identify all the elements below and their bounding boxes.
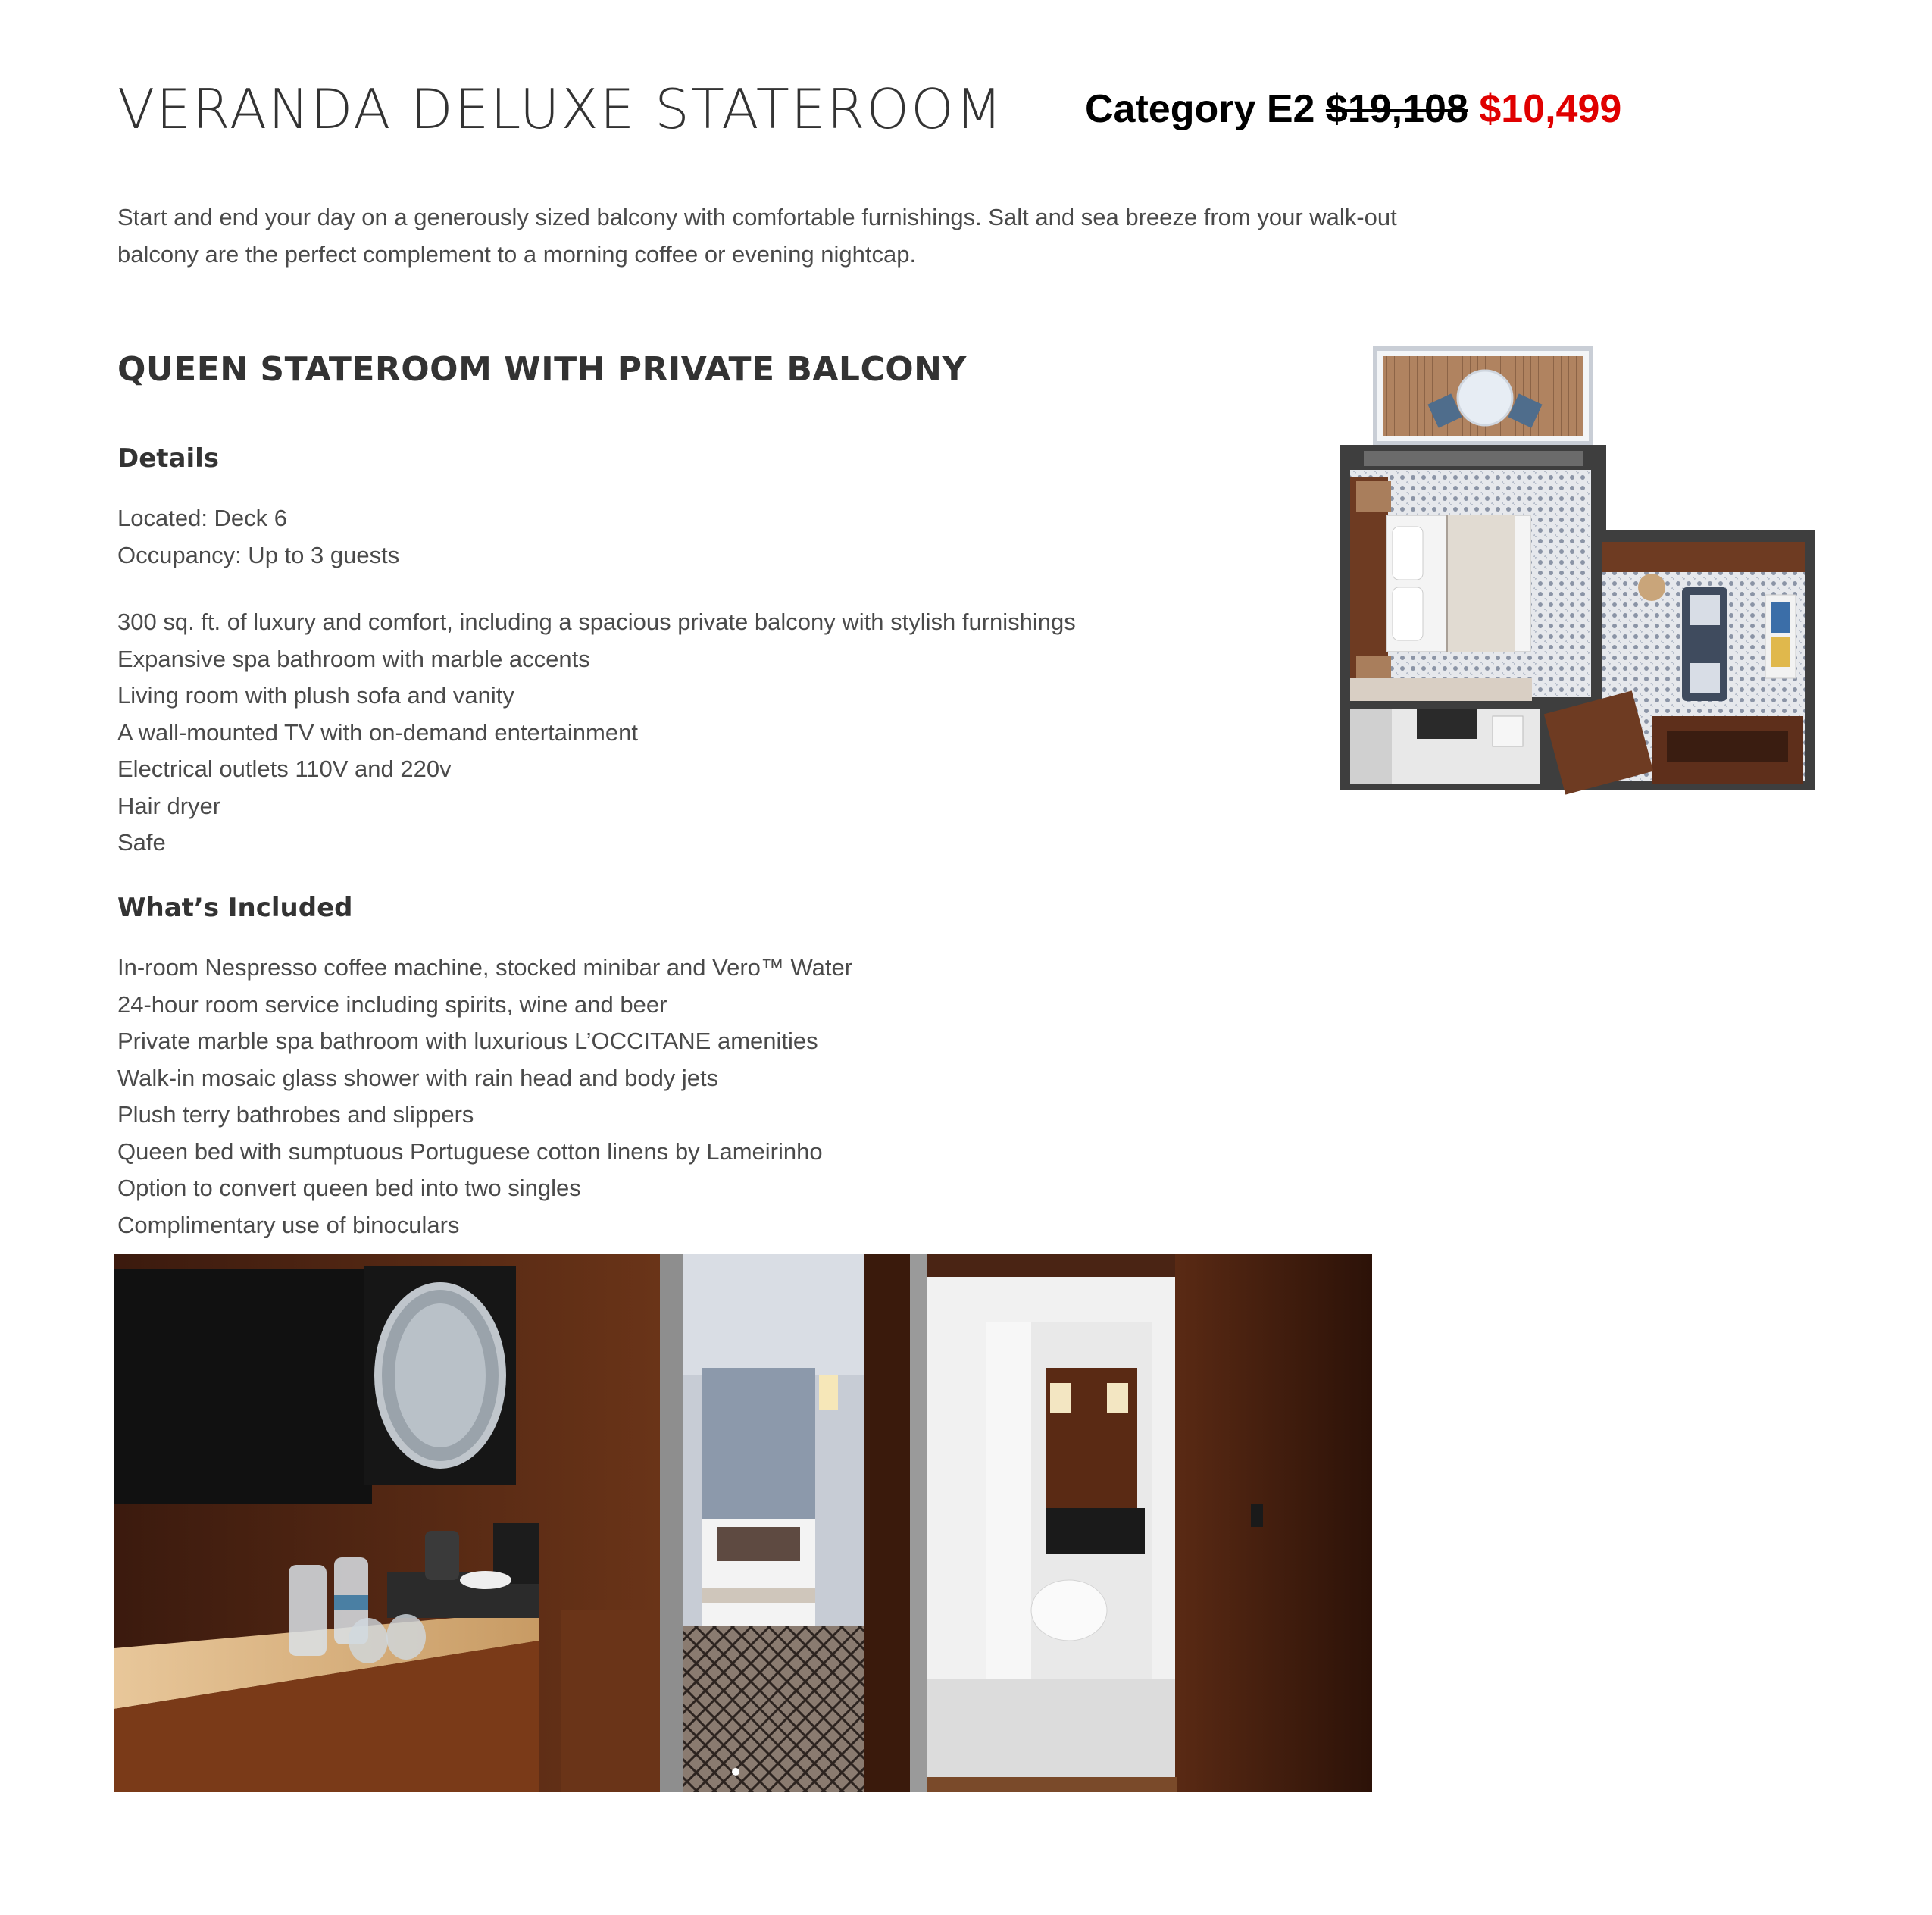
list-item: Plush terry bathrobes and slippers	[117, 1101, 474, 1128]
stateroom-photo	[114, 1254, 1372, 1792]
details-features-list	[117, 604, 1076, 862]
list-item: Hair dryer	[117, 792, 221, 819]
list-item: Option to convert queen bed into two singles	[117, 1175, 581, 1201]
list-item: Occupancy: Up to 3 guests	[117, 541, 400, 568]
list-item: Complimentary use of binoculars	[117, 1211, 460, 1238]
sale-price: $10,499	[1479, 87, 1622, 131]
details-basic-list	[117, 500, 399, 574]
list-item: Queen bed with sumptuous Portuguese cotton linens by Lameirinho	[117, 1137, 823, 1165]
list-item: A wall-mounted TV with on-demand entertainment	[117, 718, 638, 746]
list-item: Located: Deck 6	[117, 505, 288, 531]
intro-paragraph: Start and end your day on a generously sized balcony with comfortable furnishings. Salt and sea breeze from your walk-out balcony are the perfect complement to a morning coffee or evening nightcap.	[117, 204, 1397, 268]
floor-plan-image	[1333, 345, 1818, 796]
whats-included-list	[117, 950, 852, 1244]
list-item: Living room with plush sofa and vanity	[117, 682, 514, 709]
list-item: Walk-in mosaic glass shower with rain head and body jets	[117, 1064, 719, 1091]
category-label: Category E2	[1085, 87, 1315, 131]
list-item: Safe	[117, 829, 166, 856]
list-item: Expansive spa bathroom with marble accents	[117, 645, 590, 672]
original-price: $19,108	[1325, 87, 1468, 131]
details-heading: Details	[117, 443, 220, 474]
list-item: Electrical outlets 110V and 220v	[117, 756, 452, 782]
list-item: 24-hour room service including spirits, wine and beer	[117, 990, 667, 1018]
price-block	[1085, 89, 1621, 129]
page-title: VERANDA DELUXE STATEROOM	[117, 77, 1004, 141]
whats-included-heading: What’s Included	[117, 893, 353, 923]
room-type-heading: QUEEN STATEROOM WITH PRIVATE BALCONY	[117, 350, 967, 389]
list-item: 300 sq. ft. of luxury and comfort, including a spacious private balcony with stylish furnishings	[117, 609, 1076, 635]
list-item: In-room Nespresso coffee machine, stocked minibar and Vero™ Water	[117, 954, 853, 981]
list-item: Private marble spa bathroom with luxurious L’OCCITANE amenities	[117, 1028, 818, 1054]
